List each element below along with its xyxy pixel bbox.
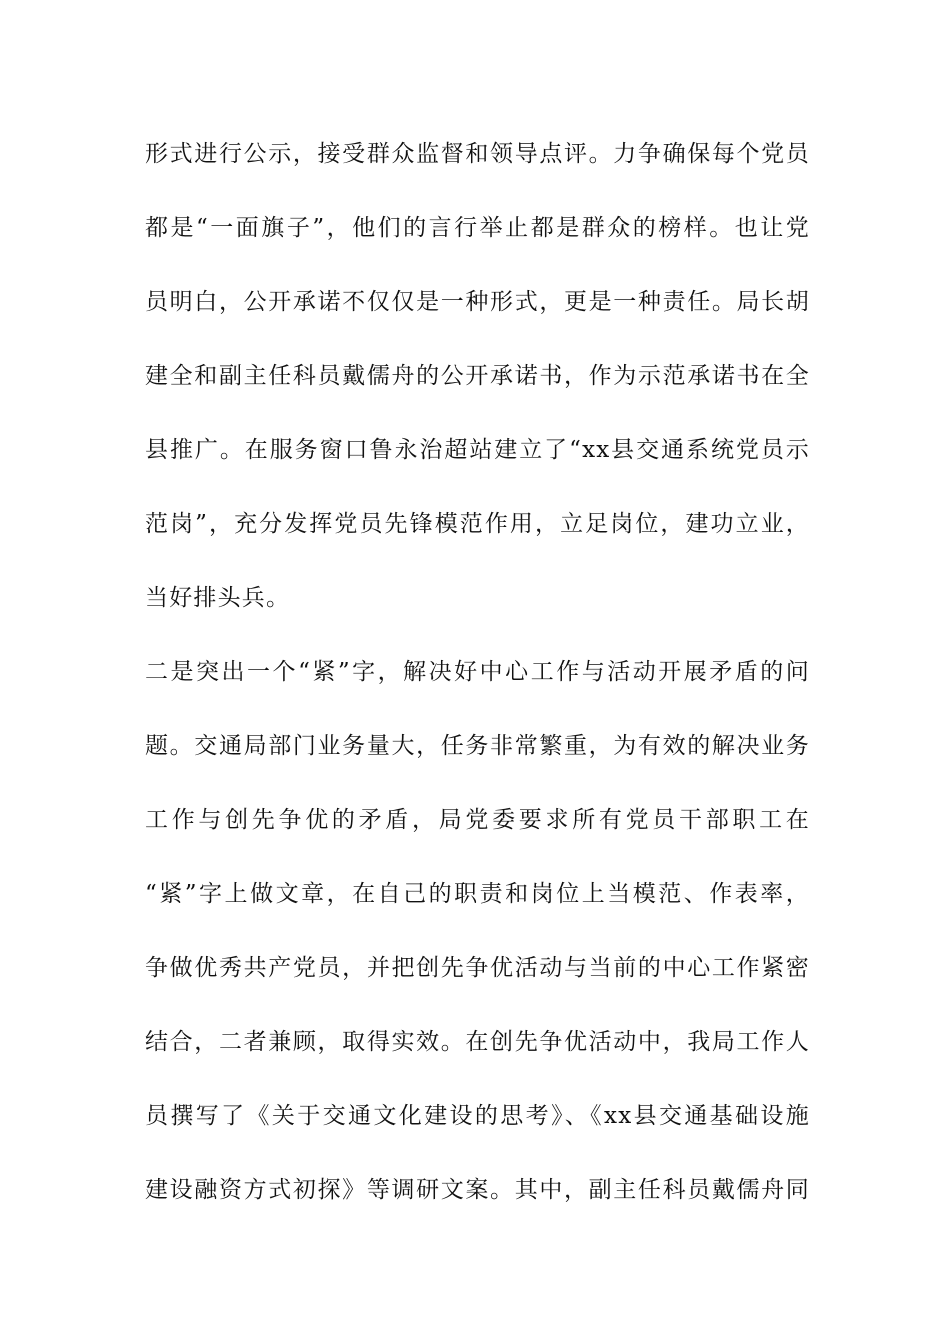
text-line-12: 争做优秀共产党员，并把创先争优活动与当前的中心工作紧密 bbox=[145, 955, 810, 981]
text-line-4: 建全和副主任科员戴儒舟的公开承诺书，作为示范承诺书在全 bbox=[145, 363, 810, 389]
text-line-9: 题。交通局部门业务量大，任务非常繁重，为有效的解决业务 bbox=[145, 733, 810, 759]
text-line-14: 员撰写了《关于交通文化建设的思考》、《xx县交通基础设施 bbox=[145, 1103, 810, 1129]
text-line-8: 二是突出一个“紧”字，解决好中心工作与活动开展矛盾的问 bbox=[145, 659, 810, 685]
text-line-6: 范岗”，充分发挥党员先锋模范作用，立足岗位，建功立业， bbox=[145, 511, 810, 537]
text-line-15: 建设融资方式初探》等调研文案。其中，副主任科员戴儒舟同 bbox=[145, 1177, 810, 1203]
text-line-3: 员明白，公开承诺不仅仅是一种形式，更是一种责任。局长胡 bbox=[145, 289, 810, 315]
text-line-1: 形式进行公示，接受群众监督和领导点评。力争确保每个党员 bbox=[145, 141, 810, 167]
text-line-5: 县推广。在服务窗口鲁永治超站建立了“xx县交通系统党员示 bbox=[145, 437, 810, 463]
document-body bbox=[145, 124, 810, 1234]
text-line-11: “紧”字上做文章，在自己的职责和岗位上当模范、作表率， bbox=[145, 881, 810, 907]
text-line-13: 结合，二者兼顾，取得实效。在创先争优活动中，我局工作人 bbox=[145, 1029, 810, 1055]
text-line-7: 当好排头兵。 bbox=[145, 585, 291, 611]
text-line-2: 都是“一面旗子”，他们的言行举止都是群众的榜样。也让党 bbox=[145, 215, 810, 241]
text-line-10: 工作与创先争优的矛盾，局党委要求所有党员干部职工在 bbox=[145, 807, 810, 833]
